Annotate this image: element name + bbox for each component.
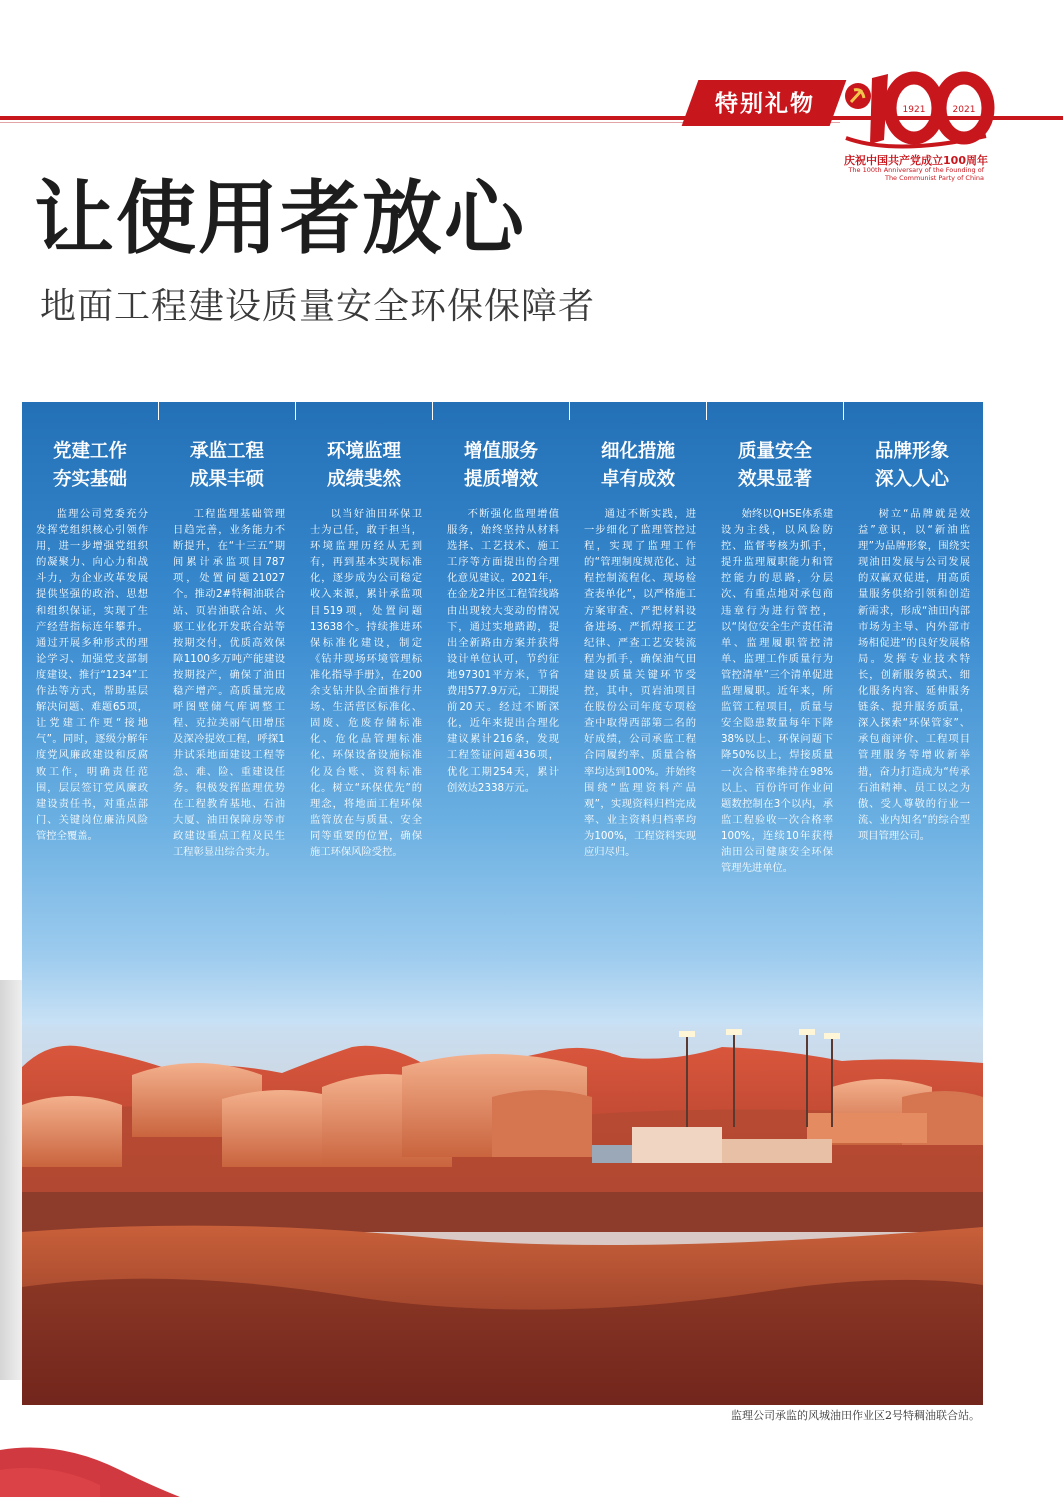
column-body: 始终以QHSE体系建设为主线，以风险防控、监督考核为抓手，提升监理履职能力和管控能力的思路，分层次、有重点地对承包商违章行为进行管控，以“岗位安全生产责任清单、监理履职管控清单、监理工作质量行为管控清单”三个清单促进监理履职。近年来，所监管工程项目，质量与安全隐患数量每年下降38%以上、环保问题下降50%以上，焊接质量一次合格率维持在98%以上、百份许可作业问题数控制在3个以内，承监工程验收一次合格率100%，连续10年获得油田公司健康安全环保管理先进单位。 [721,508,833,875]
column-heading [844,438,980,494]
column-brand-image [844,402,980,1122]
page-title: 让使用者放心 [34,171,526,265]
heading-line-2: 深入人心 [874,469,949,490]
heading-line-1: 品牌形象 [874,441,949,462]
column-measures [570,402,706,1122]
logo-caption-en-line1: The 100th Anniversary of the Founding of [848,166,984,174]
column-quality-safety [707,402,843,1122]
column-body: 不断强化监理增值服务，始终坚持从材料选择、工艺技术、施工工序等方面提出的合理化意见建议。2021年，在金龙2井区工程管线路由出现较大变动的情况下，通过实地踏勘，提出全新路由方案并获得设计单位认可，节约征地97301平方米，节省费用577.9万元，工期提前20天。经过不断深化，近年来提出合理化建议累计216条，发现工程签证问题436项，优化工期254天，累计创效达2338万元。 [447,508,559,794]
column-heading [296,438,432,494]
photo-caption: 监理公司承监的风城油田作业区2号特稠油联合站。 [731,1409,980,1422]
heading-line-2: 成果丰硕 [189,469,264,490]
column-body: 工程监理基础管理日趋完善，业务能力不断提升，在“十三五”期间累计承监项目787项，处置问题21027个。推动2#特稠油联合站、页岩油联合站、火驱工业化开发联合站等按期交付，优质高效保障1100多万吨产能建设按期投产，确保了油田稳产增产。高质量完成呼图壁储气库调整工程、克拉美丽气田增压及深冷提效工程，呼探1井试采地面建设工程等急、难、险、重建设任务。积极发挥监理优势在工程教育基地、石油大厦、油田保障房等市政建设重点工程及民生工程彰显出综合实力。 [173,508,285,858]
heading-line-2: 效果显著 [737,469,812,490]
column-body: 以当好油田环保卫士为己任，敢于担当，环境监理历经从无到有，再到基本实现标准化，逐步成为公司稳定收入来源，累计承监项目519项，处置问题13638个。持续推进环保标准化建设，制定《钻井现场环境管理标准化指导手册》，在200余支钻井队全面推行井场、生活营区标准化、固废、危废存储标准化、危化品管理标准化、环保设备设施标准化及台账、资料标准化。树立“环保优先”的理念，将地面工程环保监管放在与质量、安全同等重要的位置，确保施工环保风险受控。 [310,508,422,858]
logo-caption-en [836,166,996,182]
column-heading [22,438,158,494]
heading-line-1: 质量安全 [737,441,812,462]
column-supervision-projects [159,402,295,1122]
column-body: 监理公司党委充分发挥党组织核心引领作用，进一步增强党组织的凝聚力、向心力和战斗力，为企业改革发展提供坚强的政治、思想和组织保证，实现了生产经营指标连年攀升。通过开展多种形式的理论学习、加强党支部制度建设、推行“1234”工作法等方式，帮助基层解决问题、难题65项，让党建工作更“接地气”。同时，逐级分解年度党风廉政建设和反腐败工作，明确责任范围，层层签订党风廉政建设责任书，对重点部门、关键岗位廉洁风险管控全覆盖。 [36,508,148,842]
column-value-added [433,402,569,1122]
column-heading [433,438,569,494]
logo-caption-en-line2: The Communist Party of China [884,174,984,182]
heading-line-1: 承监工程 [189,441,264,462]
left-edge-decoration [0,980,22,1380]
page-subtitle: 地面工程建设质量安全环保保障者 [40,286,596,327]
logo-year-right: 2021 [952,105,976,115]
heading-line-2: 提质增效 [463,469,538,490]
content-panel [22,402,983,1405]
heading-line-1: 增值服务 [463,441,538,462]
heading-line-1: 环境监理 [326,441,401,462]
column-party-building [22,402,158,1122]
column-heading [159,438,295,494]
heading-line-2: 夯实基础 [52,469,127,490]
logo-year-left: 1921 [902,105,926,115]
ribbon-decoration [0,1430,180,1497]
column-body: 树立“品牌就是效益”意识，以“新油监理”为品牌形象，围绕实现油田发展与公司发展的双赢双促进，用高质量服务供给引领和创造新需求，形成“油田内部市场为主导、内外部市场相促进”的良好发展格局。发挥专业技术特长，创新服务模式、细化服务内容、延伸服务链条、提升服务质量，深入探索“环保管家”、承包商评价、工程项目管理服务等增收新举措，奋力打造成为“传承石油精神、员工以之为傲、受人尊敬的行业一流、业内知名”的综合型项目管理公司。 [858,508,970,842]
heading-line-2: 成绩斐然 [326,469,401,490]
heading-line-2: 卓有成效 [600,469,675,490]
column-heading [570,438,706,494]
heading-line-1: 党建工作 [52,441,127,462]
column-environment [296,402,432,1122]
section-tag: 特别礼物 [715,90,815,117]
column-heading [707,438,843,494]
heading-line-1: 细化措施 [600,441,675,462]
column-body: 通过不断实践，进一步细化了监理管控过程，实现了监理工作的“管理制度规范化、过程控制流程化、现场检查表单化”，以严格施工方案审查、严把材料设备进场、严抓焊接工艺纪律、严查工艺安装流程为抓手，确保油气田建设质量关键环节受控，其中，页岩油项目在股份公司年度专项检查中取得西部第二名的好成绩，公司承监工程合同履约率、质量合格率均达到100%。并始终围绕“监理资料产品观”，实现资料归档完成率、业主资料归档率均为100%，工程资料实现应归尽归。 [584,508,696,858]
logo-caption-cn: 庆祝中国共产党成立100周年 [844,154,988,167]
